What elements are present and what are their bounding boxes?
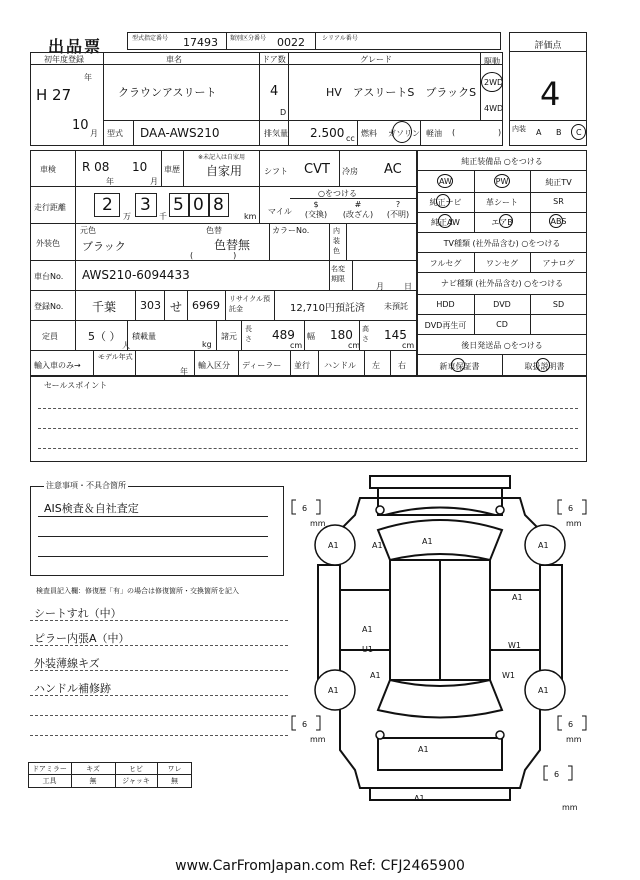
damage-mark: A1 (538, 541, 549, 550)
handle-right: 右 (398, 361, 406, 370)
plate-area: 千葉 (92, 300, 117, 314)
handle-label: ハンドル (324, 361, 356, 370)
model-no-box (127, 32, 227, 50)
damage-mark: A1 (328, 686, 339, 695)
width-unit: cm (348, 341, 361, 350)
score-value: 4 (540, 75, 561, 113)
doors-value: 4 (270, 84, 279, 99)
import-dealer: ディーラー (242, 361, 282, 370)
damage-mark: W1 (502, 671, 515, 680)
orig-color-label: 元色 (80, 226, 96, 235)
car-use-label: 車歴 (164, 165, 180, 174)
name-change-label: 名変期限 (331, 265, 345, 283)
color-paren: ( ) (190, 251, 237, 260)
equip-circle (436, 194, 450, 208)
mileage-digit: 3 (140, 195, 151, 215)
navi-dvd-play: DVD再生可 (424, 321, 467, 330)
inspector-note: 検査員記入欄：修復歴「有」の場合は修復箇所・交換箇所を記入 (36, 587, 239, 595)
tread-unit: mm (310, 519, 326, 528)
note-item: 外装薄線キズ (34, 657, 100, 670)
color-no-label: カラーNo. (272, 226, 310, 235)
tread-value: 6 (568, 504, 574, 513)
docs-manual: 取扱説明書 (524, 362, 565, 371)
drive-label: 駆動 (484, 57, 500, 66)
load-label: 積載量 (132, 332, 156, 341)
sales-point-label: セールスポイント (44, 381, 108, 390)
displacement-unit: cc (346, 134, 355, 143)
import-kind-label: 輸入区分 (198, 361, 230, 370)
legend-header: ドアミラー (32, 765, 67, 773)
equip-airbag: エアB (491, 218, 513, 227)
fuel-circle (392, 121, 412, 143)
tread-unit: mm (566, 735, 582, 744)
tread-value: 6 (554, 770, 560, 779)
spec-label: 諸元 (221, 332, 237, 341)
tread-unit: mm (566, 519, 582, 528)
color-value: ブラック (82, 240, 126, 253)
mileage-digit: 2 (102, 195, 113, 215)
category-value: 0022 (277, 36, 305, 49)
shift-value: CVT (304, 162, 330, 177)
navi-hdd: HDD (436, 300, 455, 309)
docs-title: 後日発送品 ○をつける (461, 341, 543, 350)
legend-value: 無 (171, 777, 178, 785)
footer-watermark: www.CarFromJapan.com Ref: CFJ2465900 (175, 858, 465, 874)
navi-dvd: DVD (493, 300, 511, 309)
year-unit: 年 (84, 73, 92, 82)
note-item: ピラー内張A（中） (34, 632, 130, 645)
car-damage-diagram (290, 470, 600, 810)
tv-title: TV種類 (社外品含む) ○をつける (443, 239, 561, 248)
docs-circle (536, 358, 550, 372)
equip-circle (499, 214, 513, 228)
sales-point-box (30, 376, 587, 462)
legend-value: 無 (89, 777, 97, 785)
handle-left: 左 (372, 361, 380, 370)
tv-fullseg: フルセグ (429, 259, 462, 268)
serial-label: シリアル番号 (322, 35, 358, 42)
tread-value: 6 (302, 720, 308, 729)
tread-value: 6 (302, 504, 308, 513)
docs-circle (451, 358, 465, 372)
car-name-label: 車名 (166, 55, 182, 64)
car-use-value: 自家用 (206, 164, 243, 178)
shift-label: シフト (264, 167, 288, 176)
equip-abs: ABS (550, 217, 567, 226)
fuel-value: ガソリン (388, 129, 420, 138)
mileage-km: km (244, 212, 257, 221)
category-box (226, 32, 316, 50)
recycle-label: リサイクル預託金 (229, 295, 271, 313)
first-reg-label: 初年度登録 (44, 55, 84, 64)
import-parallel: 並行 (294, 361, 310, 370)
plate-class: 303 (140, 299, 161, 312)
damage-mark: A1 (414, 794, 425, 803)
category-label: 類別区分番号 (230, 35, 267, 42)
regno-label: 登録No. (34, 302, 64, 311)
length-unit: cm (290, 341, 303, 350)
type-value: DAA-AWS210 (140, 126, 220, 140)
equip-tv: 純正TV (545, 178, 572, 187)
mileage-opt-exchange: $ (交換) (304, 200, 328, 219)
equip-aw: AW (439, 177, 452, 186)
car-name-value: クラウンアスリート (118, 86, 217, 99)
damage-mark: A1 (538, 686, 549, 695)
doors-label: ドア数 (262, 55, 286, 64)
notes-summary: AIS検査＆自社査定 (44, 502, 139, 515)
shaken-year-unit: 年 (106, 177, 114, 186)
capacity-label: 定員 (42, 332, 58, 341)
plate-kana: せ (170, 300, 183, 314)
interior-grade-circle (571, 124, 586, 140)
fuel-label: 燃料 (361, 129, 377, 138)
plate-no: 6969 (192, 299, 220, 312)
mileage-digit: 8 (213, 195, 224, 215)
damage-mark: A1 (418, 745, 429, 754)
navi-sd: SD (552, 300, 565, 309)
equip-circle (494, 174, 510, 188)
mileage-sen: 千 (159, 212, 167, 221)
grade-label: グレード (360, 55, 392, 64)
ac-label: 冷房 (342, 167, 358, 176)
equip-circle (438, 214, 452, 228)
mileage-mile-label: マイル (268, 207, 292, 216)
damage-mark: A1 (328, 541, 339, 550)
first-reg-month: 10 (72, 118, 89, 133)
equip-leather: 革シート (486, 198, 518, 207)
tread-value: 6 (568, 720, 574, 729)
doors-type: D (280, 108, 287, 117)
capacity-value: 5（ ） (88, 330, 121, 343)
chassis-label: 車台No. (34, 272, 64, 281)
model-year-label: モデル年式 (98, 353, 133, 361)
name-change-month: 月 (376, 282, 384, 291)
navi-cd: CD (496, 320, 508, 329)
note-item: ハンドル補修跡 (34, 682, 111, 695)
legend-header: ワレ (167, 765, 182, 773)
damage-mark: U1 (362, 645, 373, 654)
first-reg-year: H 27 (36, 86, 72, 104)
height-value: 145 (384, 328, 407, 342)
interior-label: 内装 (512, 125, 526, 133)
recycle-value: 12,710円預託済 (290, 303, 365, 314)
width-label: 幅 (307, 332, 315, 341)
score-label: 評価点 (534, 41, 562, 51)
legend-value: 工具 (42, 777, 57, 785)
mileage-opt-tamper: # (改ざん) (342, 200, 374, 219)
type-label: 型式 (107, 129, 123, 138)
damage-mark: A1 (362, 625, 373, 634)
equip-circle (437, 174, 453, 188)
shaken-month: 10 (132, 160, 148, 174)
serial-box (315, 32, 501, 50)
car-use-note: ※未記入は自家用 (198, 154, 246, 161)
mileage-label: 走行距離 (34, 203, 66, 212)
equip-circle (549, 214, 563, 228)
damage-mark: A1 (370, 671, 381, 680)
tv-oneseg: ワンセグ (486, 259, 518, 268)
equip-navi: 純正ナビ (429, 198, 462, 207)
equip-pw: PW (495, 177, 509, 186)
damage-mark: W1 (508, 641, 521, 650)
interior-grade-b: B (556, 128, 562, 137)
mileage-digit: 5 (173, 195, 184, 215)
tv-analog: アナログ (542, 259, 575, 268)
sheet-title: 出品票 (48, 37, 103, 56)
color-change-value: 色替無 (214, 238, 251, 252)
docs-warranty: 新車保証書 (439, 362, 480, 371)
damage-mark: A1 (512, 593, 523, 602)
model-no-value: 17493 (183, 36, 218, 49)
mileage-digit: 0 (193, 195, 204, 215)
legend-header: ヒビ (129, 765, 143, 773)
mileage-man: 万 (123, 212, 131, 221)
drive-2wd-circle (481, 72, 503, 92)
shaken-era: R 08 (82, 160, 110, 174)
interior-grade-a: A (536, 128, 542, 137)
interior-color-label: 内装色 (333, 227, 340, 255)
interior-grade-c: C (576, 128, 582, 137)
damage-mark: A1 (422, 537, 433, 546)
model-year-unit: 年 (180, 367, 188, 376)
shaken-month-unit: 月 (150, 177, 158, 186)
import-label: 輸入車のみ→ (34, 361, 81, 370)
legend-header: キズ (86, 765, 100, 773)
length-label: 長さ (245, 325, 252, 343)
tread-unit: mm (562, 803, 578, 810)
recycle-unpaid: 未預託 (384, 302, 408, 311)
navi-title: ナビ種類 (社外品含む) ○をつける (440, 279, 564, 288)
capacity-unit: 人 (122, 341, 130, 350)
legend-value: ジャッキ (122, 777, 150, 785)
damage-mark: A1 (372, 541, 383, 550)
drive-2wd: 2WD (484, 78, 504, 87)
width-value: 180 (330, 328, 353, 342)
notes-title: 注意事項・不具合箇所 (46, 481, 126, 490)
load-unit: kg (202, 340, 212, 349)
color-change-label: 色替 (206, 226, 222, 235)
drive-4wd: 4WD (484, 104, 504, 113)
factory-title: 純正装備品 ○をつける (461, 157, 543, 166)
tread-unit: mm (310, 735, 326, 744)
note-item: シートすれ（中） (34, 607, 122, 620)
shaken-label: 車検 (40, 165, 56, 174)
equip-sr: SR (553, 197, 564, 206)
height-unit: cm (402, 341, 415, 350)
displacement-value: 2.500 (310, 126, 345, 140)
length-value: 489 (272, 328, 295, 342)
grade-value: HV アスリートS ブラックS (326, 86, 477, 99)
month-unit: 月 (90, 129, 98, 138)
model-no-label: 型式指定番号 (132, 35, 169, 42)
mileage-opt-unknown: ? (不明) (386, 200, 410, 219)
light-oil-label: 軽油 (426, 129, 442, 138)
color-label: 外装色 (36, 239, 60, 248)
mileage-opts-note: ○をつける (318, 189, 357, 198)
displacement-label: 排気量 (264, 129, 288, 138)
height-label: 高さ (362, 325, 369, 343)
chassis-value: AWS210-6094433 (82, 268, 190, 282)
ac-value: AC (384, 162, 402, 177)
equip-aw2: 純正AW (431, 218, 460, 227)
